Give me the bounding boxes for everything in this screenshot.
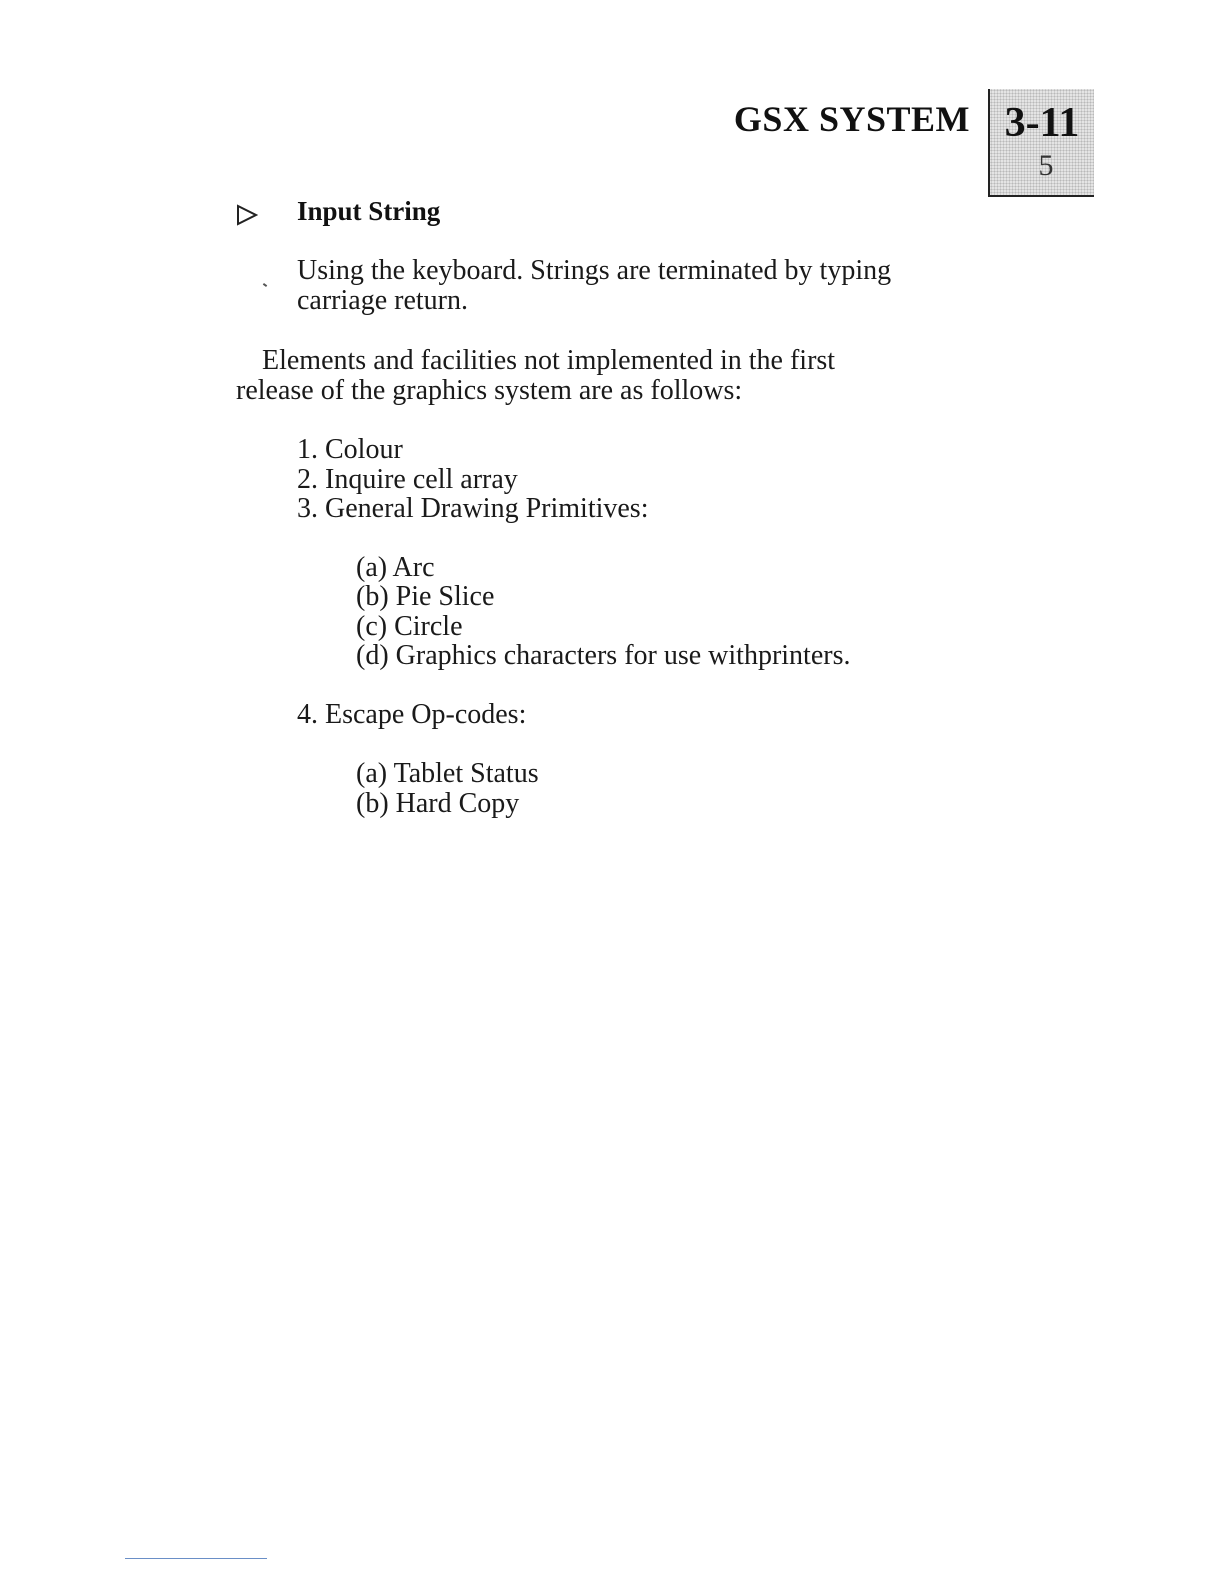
tab-subnumber: 5 bbox=[1038, 149, 1054, 182]
list-item: 4. Escape Op-codes: bbox=[297, 699, 527, 730]
sub-list-item: (a) Tablet Status bbox=[356, 758, 539, 789]
body-line: carriage return. bbox=[297, 285, 468, 316]
intro-line: release of the graphics system are as follows: bbox=[236, 375, 743, 406]
sub-list-item: (c) Circle bbox=[356, 611, 463, 642]
body-line: Using the keyboard. Strings are terminated by typing bbox=[297, 255, 892, 286]
sub-list-item: (b) Pie Slice bbox=[356, 581, 495, 612]
intro-paragraph bbox=[236, 346, 835, 406]
sub-list-item: (a) Arc bbox=[356, 552, 435, 583]
section-body bbox=[297, 256, 891, 316]
sub-list-item: (d) Graphics characters for use withprinters. bbox=[356, 640, 851, 671]
footer-rule bbox=[125, 1558, 267, 1559]
section-heading: Input String bbox=[297, 196, 441, 226]
list-item: 3. General Drawing Primitives: bbox=[297, 493, 649, 524]
intro-line: Elements and facilities not implemented in the first bbox=[262, 345, 836, 376]
triangle-marker-icon bbox=[236, 204, 258, 226]
page-header-title: GSX SYSTEM bbox=[733, 99, 970, 139]
section-tab bbox=[988, 89, 1094, 197]
list-item: 1. Colour bbox=[297, 434, 403, 465]
tick-mark bbox=[263, 283, 267, 287]
tab-number: 3-11 bbox=[1004, 100, 1080, 146]
list-item: 2. Inquire cell array bbox=[297, 464, 518, 495]
sub-list-item: (b) Hard Copy bbox=[356, 788, 520, 819]
